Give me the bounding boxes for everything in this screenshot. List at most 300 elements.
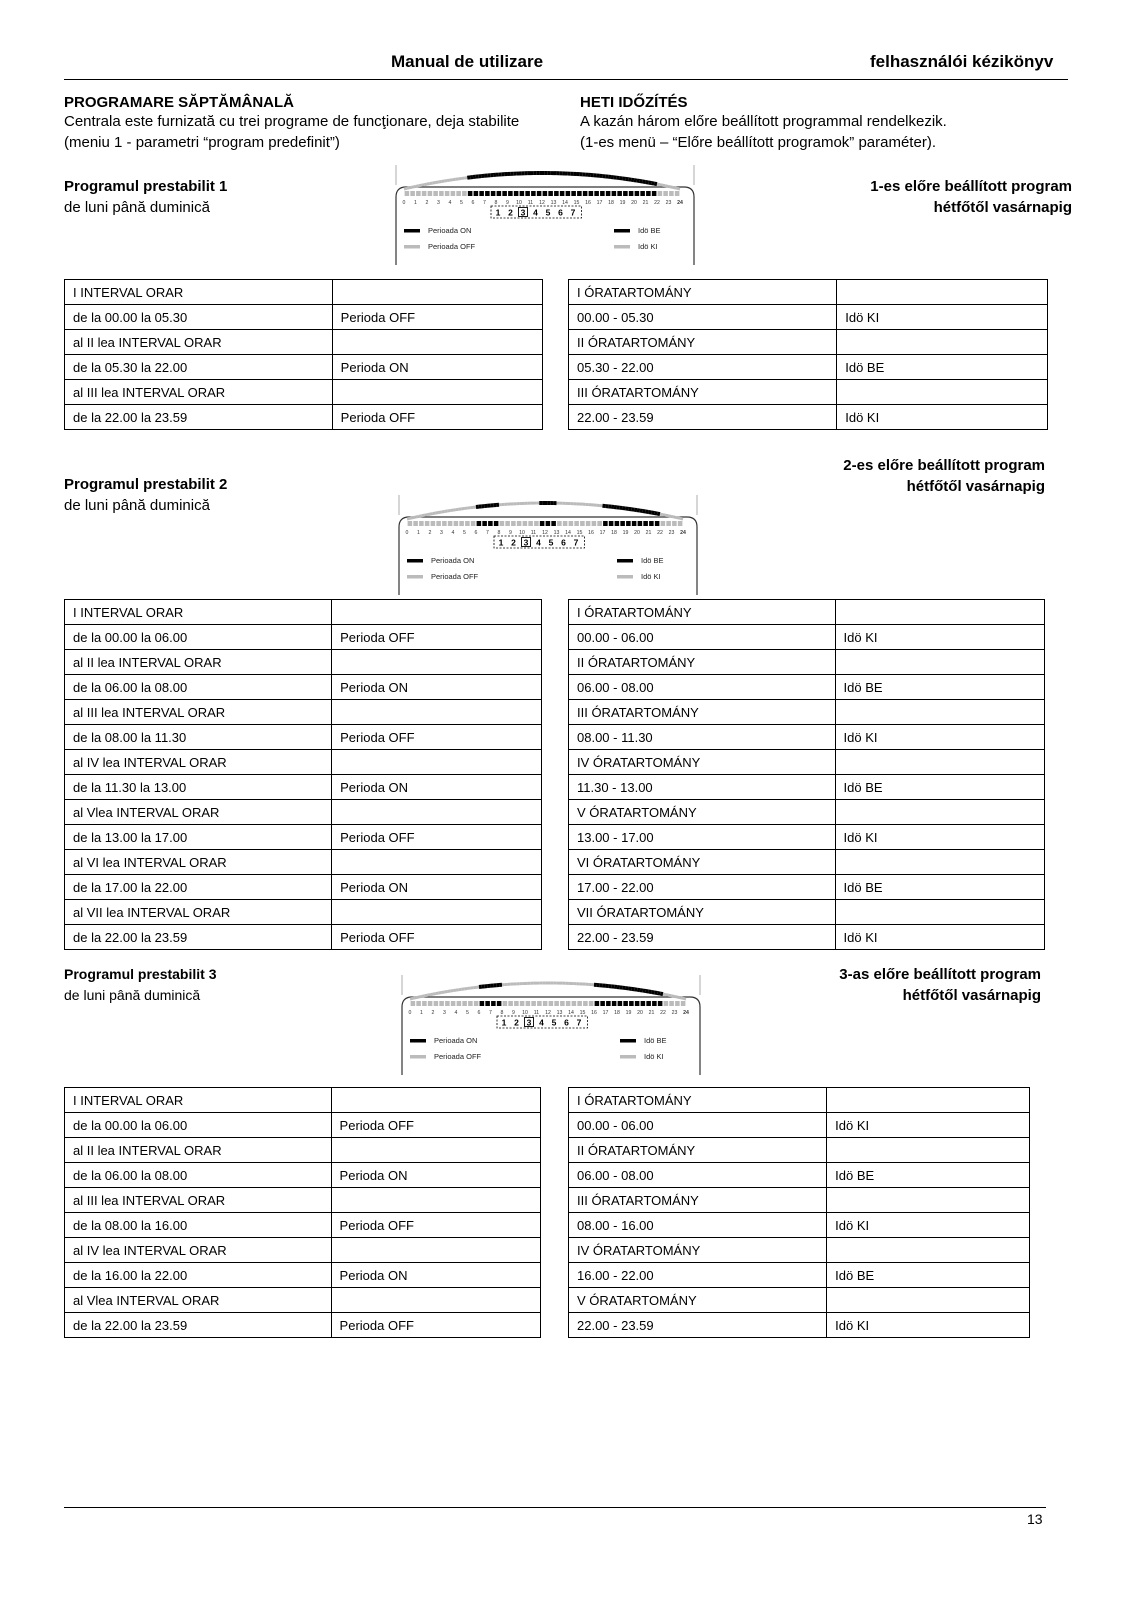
dial-segment — [664, 1001, 669, 1006]
interval-cell: I ÓRATARTOMÁNY — [569, 280, 837, 305]
interval-cell: 00.00 - 05.30 — [569, 305, 837, 330]
interval-cell: de la 06.00 la 08.00 — [65, 675, 332, 700]
dial-segment — [549, 1001, 554, 1006]
intro-hu-title: HETI IDŐZÍTÉS — [580, 94, 688, 111]
arc-segment — [654, 184, 657, 185]
hour-tick-label: 5 — [466, 1010, 469, 1016]
dial-segment — [479, 191, 484, 196]
hour-tick-label: 3 — [440, 530, 443, 536]
interval-cell: II ÓRATARTOMÁNY — [569, 1138, 827, 1163]
table-row — [65, 850, 542, 875]
arc-segment — [421, 515, 424, 516]
day-label: 4 — [536, 537, 541, 548]
dial-segment — [560, 191, 565, 196]
intro-hu — [580, 94, 1060, 153]
hour-tick-label: 4 — [451, 530, 455, 536]
legend-on-ro-label: Perioada ON — [434, 1036, 478, 1045]
dial-segment — [485, 1001, 490, 1006]
hour-tick-label: 24 — [683, 1010, 689, 1016]
arc-segment — [657, 514, 660, 515]
hour-tick-label: 11 — [530, 530, 537, 536]
dial-segment — [597, 521, 602, 526]
dial-segment — [592, 521, 597, 526]
dial-segment — [511, 521, 516, 526]
legend-on-ro-swatch — [407, 559, 423, 563]
arc-segment — [410, 187, 413, 188]
state-cell — [332, 850, 542, 875]
table-row — [65, 330, 543, 355]
interval-cell: I INTERVAL ORAR — [65, 1088, 332, 1113]
page-number: 13 — [1027, 1511, 1043, 1527]
state-cell — [835, 900, 1044, 925]
arc-segment — [651, 183, 654, 184]
dial-segment — [433, 191, 438, 196]
table-row — [569, 1313, 1030, 1338]
hour-tick-label: 4 — [448, 200, 452, 206]
table-row — [569, 405, 1048, 430]
state-cell — [332, 750, 542, 775]
arc-segment — [421, 185, 424, 186]
state-cell — [332, 280, 542, 305]
table-row — [65, 1288, 541, 1313]
interval-cell: al III lea INTERVAL ORAR — [65, 380, 333, 405]
interval-cell: 13.00 - 17.00 — [569, 825, 836, 850]
hour-tick-label: 1 — [417, 530, 420, 536]
state-cell: Idö KI — [835, 925, 1044, 950]
arc-segment — [669, 516, 672, 517]
state-cell — [331, 1238, 540, 1263]
state-cell — [332, 330, 542, 355]
intro-ro-title: PROGRAMARE SĂPTĂMÂNALĂ — [64, 94, 294, 111]
dial-segment — [508, 191, 513, 196]
day-label: 2 — [514, 1017, 519, 1028]
table-row — [569, 355, 1048, 380]
arc-segment — [407, 518, 410, 519]
hour-tick-label: 14 — [568, 1010, 574, 1016]
state-cell — [835, 750, 1044, 775]
program-3-diagram — [396, 965, 716, 1075]
hour-tick-label: 21 — [642, 200, 649, 206]
legend-off-hu-swatch — [620, 1055, 636, 1059]
hour-tick-label: 4 — [454, 1010, 458, 1016]
dial-segment — [620, 521, 625, 526]
hour-tick-label: 20 — [634, 530, 640, 536]
interval-cell: IV ÓRATARTOMÁNY — [569, 1238, 827, 1263]
state-cell — [332, 800, 542, 825]
table-row — [569, 1238, 1030, 1263]
interval-cell: de la 08.00 la 11.30 — [65, 725, 332, 750]
day-label: 3 — [520, 207, 526, 218]
legend-off-ro-swatch — [404, 245, 420, 249]
dial-segment — [462, 191, 467, 196]
dial-segment — [646, 191, 651, 196]
program-3-hu-title: 3-as előre beállított program — [839, 966, 1041, 983]
program-2-hu-title: 2-es előre beállított program — [843, 457, 1045, 474]
interval-cell: I INTERVAL ORAR — [65, 600, 332, 625]
interval-cell: 17.00 - 22.00 — [569, 875, 836, 900]
hour-tick-label: 17 — [596, 200, 603, 206]
state-cell: Perioda OFF — [332, 725, 542, 750]
arc-segment — [416, 997, 419, 998]
table-row — [569, 1288, 1030, 1313]
hour-tick-label: 6 — [477, 1010, 481, 1016]
legend-off-hu-swatch — [617, 575, 633, 579]
dial-segment — [672, 521, 677, 526]
dial-segment — [416, 191, 421, 196]
table-row — [65, 1313, 541, 1338]
state-cell: Perioda ON — [331, 1263, 540, 1288]
hour-tick-label: 13 — [550, 200, 557, 206]
hour-tick-label: 7 — [486, 530, 489, 536]
arc-segment — [677, 518, 680, 519]
dial-segment — [491, 1001, 496, 1006]
day-label: 5 — [548, 537, 554, 548]
dial-segment — [577, 1001, 582, 1006]
dial-segment — [566, 191, 571, 196]
table-row — [569, 900, 1045, 925]
state-cell — [837, 280, 1048, 305]
dial-segment — [609, 521, 614, 526]
state-cell: Perioda ON — [332, 355, 542, 380]
dial-segment — [617, 191, 622, 196]
state-cell: Perioda OFF — [331, 1313, 540, 1338]
dial-segment — [451, 1001, 456, 1006]
program-2-ro-table — [64, 599, 542, 950]
dial-segment — [643, 521, 648, 526]
interval-cell: 00.00 - 06.00 — [569, 625, 836, 650]
arc-segment — [663, 185, 666, 186]
dial-segment — [681, 1001, 686, 1006]
table-row — [569, 650, 1045, 675]
program-2-hu-heading — [843, 455, 1045, 497]
dial-segment — [669, 1001, 674, 1006]
arc-segment — [652, 992, 655, 993]
timer-diagram-svg — [390, 155, 710, 265]
hour-tick-label: 20 — [631, 200, 637, 206]
interval-cell: II ÓRATARTOMÁNY — [569, 650, 836, 675]
program-1-diagram — [390, 155, 710, 265]
interval-cell: de la 17.00 la 22.00 — [65, 875, 332, 900]
arc-segment — [433, 513, 436, 514]
hour-tick-label: 19 — [622, 530, 629, 536]
arc-segment — [657, 993, 660, 994]
interval-cell: 00.00 - 06.00 — [569, 1113, 827, 1138]
dial-segment — [658, 1001, 663, 1006]
table-row — [569, 825, 1045, 850]
dial-segment — [534, 521, 539, 526]
arc-segment — [413, 186, 416, 187]
state-cell: Perioda ON — [332, 875, 542, 900]
hour-tick-label: 6 — [474, 530, 478, 536]
arc-segment — [683, 998, 686, 999]
arc-segment — [666, 515, 669, 516]
hour-tick-label: 22 — [654, 200, 660, 206]
hour-tick-label: 15 — [579, 1010, 586, 1016]
dial-segment — [626, 521, 631, 526]
program-3-ro-table — [64, 1087, 541, 1338]
day-label: 7 — [576, 1017, 582, 1028]
legend-off-ro-label: Perioada OFF — [428, 242, 476, 251]
legend-off-hu-label: Idö KI — [644, 1052, 664, 1061]
dial-segment — [537, 191, 542, 196]
dial-segment — [531, 1001, 536, 1006]
hour-tick-label: 10 — [522, 1010, 528, 1016]
intro-ro-line2: (meniu 1 - parametri “program predefinit”) — [64, 134, 340, 151]
header-rule — [64, 79, 1068, 80]
table-row — [569, 625, 1045, 650]
arc-segment — [677, 188, 680, 189]
hour-tick-label: 24 — [677, 200, 683, 206]
interval-cell: III ÓRATARTOMÁNY — [569, 700, 836, 725]
arc-segment — [649, 512, 652, 513]
legend-off-ro-swatch — [407, 575, 423, 579]
legend-on-hu-label: Idö BE — [641, 556, 664, 565]
table-row — [65, 925, 542, 950]
hour-tick-label: 16 — [591, 1010, 597, 1016]
dial-segment — [500, 521, 505, 526]
day-label: 6 — [561, 537, 566, 548]
dial-segment — [569, 521, 574, 526]
hour-tick-label: 8 — [494, 200, 498, 206]
dial-segment — [488, 521, 493, 526]
arc-segment — [654, 513, 657, 514]
hour-tick-label: 21 — [645, 530, 652, 536]
interval-cell: de la 22.00 la 23.59 — [65, 1313, 332, 1338]
hour-tick-label: 18 — [611, 530, 617, 536]
dial-segment — [439, 191, 444, 196]
day-label: 1 — [501, 1017, 507, 1028]
legend-on-hu-swatch — [617, 559, 633, 563]
interval-cell: de la 00.00 la 06.00 — [65, 625, 332, 650]
legend-off-ro-label: Perioada OFF — [434, 1052, 482, 1061]
state-cell — [331, 1088, 540, 1113]
dial-segment — [537, 1001, 542, 1006]
dial-segment — [428, 1001, 433, 1006]
dial-segment — [615, 521, 620, 526]
state-cell: Idö BE — [827, 1263, 1030, 1288]
table-row — [569, 380, 1048, 405]
state-cell — [331, 1288, 540, 1313]
dial-segment — [574, 521, 579, 526]
state-cell: Idö BE — [835, 875, 1044, 900]
program-2-hu-subtitle: hétfőtől vasárnapig — [906, 478, 1045, 495]
state-cell — [835, 600, 1044, 625]
dial-segment — [623, 1001, 628, 1006]
dial-segment — [422, 1001, 427, 1006]
dial-segment — [635, 1001, 640, 1006]
arc-segment — [654, 993, 657, 994]
interval-cell: al III lea INTERVAL ORAR — [65, 1188, 332, 1213]
program-3-hu-heading — [839, 964, 1041, 1006]
arc-segment — [648, 183, 651, 184]
hour-tick-label: 9 — [509, 530, 512, 536]
interval-cell: de la 11.30 la 13.00 — [65, 775, 332, 800]
program-3-ro-subtitle: de luni până duminică — [64, 987, 201, 1003]
interval-cell: 11.30 - 13.00 — [569, 775, 836, 800]
dial-segment — [474, 191, 479, 196]
arc-segment — [424, 515, 427, 516]
state-cell — [827, 1238, 1030, 1263]
state-cell: Idö BE — [835, 675, 1044, 700]
dial-segment — [557, 521, 562, 526]
arc-segment — [674, 517, 677, 518]
hour-tick-label: 5 — [460, 200, 463, 206]
hour-tick-label: 1 — [414, 200, 417, 206]
dial-segment — [580, 521, 585, 526]
program-3-ro-heading — [64, 964, 216, 1006]
table-row — [569, 1188, 1030, 1213]
hour-tick-label: 7 — [489, 1010, 492, 1016]
dial-segment — [560, 1001, 565, 1006]
hour-tick-label: 11 — [533, 1010, 540, 1016]
table-row — [65, 1263, 541, 1288]
table-row — [569, 600, 1045, 625]
state-cell: Idö KI — [827, 1313, 1030, 1338]
arc-segment — [439, 993, 442, 994]
dial-segment — [471, 521, 476, 526]
day-label: 6 — [558, 207, 563, 218]
state-cell: Perioda OFF — [332, 825, 542, 850]
program-1-hu-subtitle: hétfőtől vasárnapig — [933, 199, 1072, 216]
arc-segment — [418, 185, 421, 186]
table-row — [569, 1263, 1030, 1288]
arc-segment — [672, 516, 675, 517]
arc-segment — [666, 186, 669, 187]
interval-cell: de la 05.30 la 22.00 — [65, 355, 333, 380]
dial-segment — [517, 521, 522, 526]
arc-segment — [680, 518, 683, 519]
hour-tick-label: 23 — [665, 200, 672, 206]
table-row — [569, 1088, 1030, 1113]
hour-tick-label: 17 — [599, 530, 606, 536]
table-row — [569, 725, 1045, 750]
legend-on-ro-swatch — [410, 1039, 426, 1043]
arc-segment — [669, 995, 672, 996]
interval-cell: II ÓRATARTOMÁNY — [569, 330, 837, 355]
dial-segment — [635, 191, 640, 196]
arc-segment — [680, 998, 683, 999]
arc-segment — [416, 516, 419, 517]
dial-segment — [554, 1001, 559, 1006]
hour-tick-label: 14 — [565, 530, 571, 536]
dial-segment — [661, 521, 666, 526]
dial-segment — [675, 1001, 680, 1006]
dial-segment — [439, 1001, 444, 1006]
table-row — [65, 1138, 541, 1163]
interval-cell: de la 22.00 la 23.59 — [65, 925, 332, 950]
table-row — [569, 305, 1048, 330]
interval-cell: al VII lea INTERVAL ORAR — [65, 900, 332, 925]
dial-segment — [594, 191, 599, 196]
interval-cell: de la 00.00 la 05.30 — [65, 305, 333, 330]
intro-ro — [64, 94, 564, 153]
dial-segment — [514, 191, 519, 196]
dial-segment — [546, 521, 551, 526]
dial-segment — [663, 191, 668, 196]
dial-segment — [442, 521, 447, 526]
table-row — [65, 900, 542, 925]
dial-segment — [448, 521, 453, 526]
interval-cell: 22.00 - 23.59 — [569, 925, 836, 950]
dial-segment — [451, 191, 456, 196]
hour-tick-label: 8 — [500, 1010, 504, 1016]
hour-tick-label: 17 — [602, 1010, 609, 1016]
arc-segment — [660, 185, 663, 186]
interval-cell: 06.00 - 08.00 — [569, 675, 836, 700]
dial-segment — [454, 521, 459, 526]
state-cell: Idö KI — [835, 725, 1044, 750]
table-row — [65, 700, 542, 725]
dial-segment — [612, 191, 617, 196]
arc-segment — [660, 514, 663, 515]
hour-tick-label: 3 — [443, 1010, 446, 1016]
legend-on-hu-swatch — [614, 229, 630, 233]
arc-segment — [419, 996, 422, 997]
state-cell: Perioda ON — [332, 675, 542, 700]
dial-segment — [497, 191, 502, 196]
dial-segment — [494, 521, 499, 526]
dial-segment — [551, 521, 556, 526]
dial-segment — [658, 191, 663, 196]
dial-segment — [526, 1001, 531, 1006]
interval-cell: al IV lea INTERVAL ORAR — [65, 750, 332, 775]
dial-segment — [543, 191, 548, 196]
arc-segment — [669, 186, 672, 187]
state-cell: Perioda OFF — [331, 1113, 540, 1138]
interval-cell: al VI lea INTERVAL ORAR — [65, 850, 332, 875]
interval-cell: I ÓRATARTOMÁNY — [569, 1088, 827, 1113]
table-row — [65, 1113, 541, 1138]
interval-cell: III ÓRATARTOMÁNY — [569, 1188, 827, 1213]
state-cell — [332, 380, 542, 405]
arc-segment — [430, 514, 433, 515]
dial-segment — [503, 1001, 508, 1006]
hour-tick-label: 2 — [431, 1010, 435, 1016]
dial-segment — [508, 1001, 513, 1006]
table-row — [65, 1213, 541, 1238]
dial-segment — [410, 191, 415, 196]
state-cell: Idö KI — [835, 625, 1044, 650]
hour-tick-label: 19 — [625, 1010, 632, 1016]
interval-cell: I ÓRATARTOMÁNY — [569, 600, 836, 625]
table-row — [569, 750, 1045, 775]
day-label: 7 — [570, 207, 576, 218]
interval-cell: V ÓRATARTOMÁNY — [569, 800, 836, 825]
day-label: 3 — [526, 1017, 532, 1028]
dial-segment — [436, 521, 441, 526]
table-row — [65, 725, 542, 750]
state-cell: Idö KI — [827, 1213, 1030, 1238]
table-row — [65, 825, 542, 850]
state-cell: Perioda OFF — [332, 625, 542, 650]
hour-tick-label: 9 — [512, 1010, 515, 1016]
dial-segment — [606, 1001, 611, 1006]
arc-segment — [407, 188, 410, 189]
day-label: 5 — [545, 207, 551, 218]
arc-segment — [651, 513, 654, 514]
arc-segment — [663, 515, 666, 516]
hour-tick-label: 2 — [428, 530, 432, 536]
hour-tick-label: 0 — [408, 1010, 412, 1016]
table-row — [569, 925, 1045, 950]
state-cell — [837, 380, 1048, 405]
program-1-hu-table — [568, 279, 1048, 430]
hour-tick-label: 16 — [588, 530, 594, 536]
dial-segment — [422, 191, 427, 196]
interval-cell: 08.00 - 11.30 — [569, 725, 836, 750]
dial-segment — [413, 521, 418, 526]
arc-segment — [410, 998, 413, 999]
